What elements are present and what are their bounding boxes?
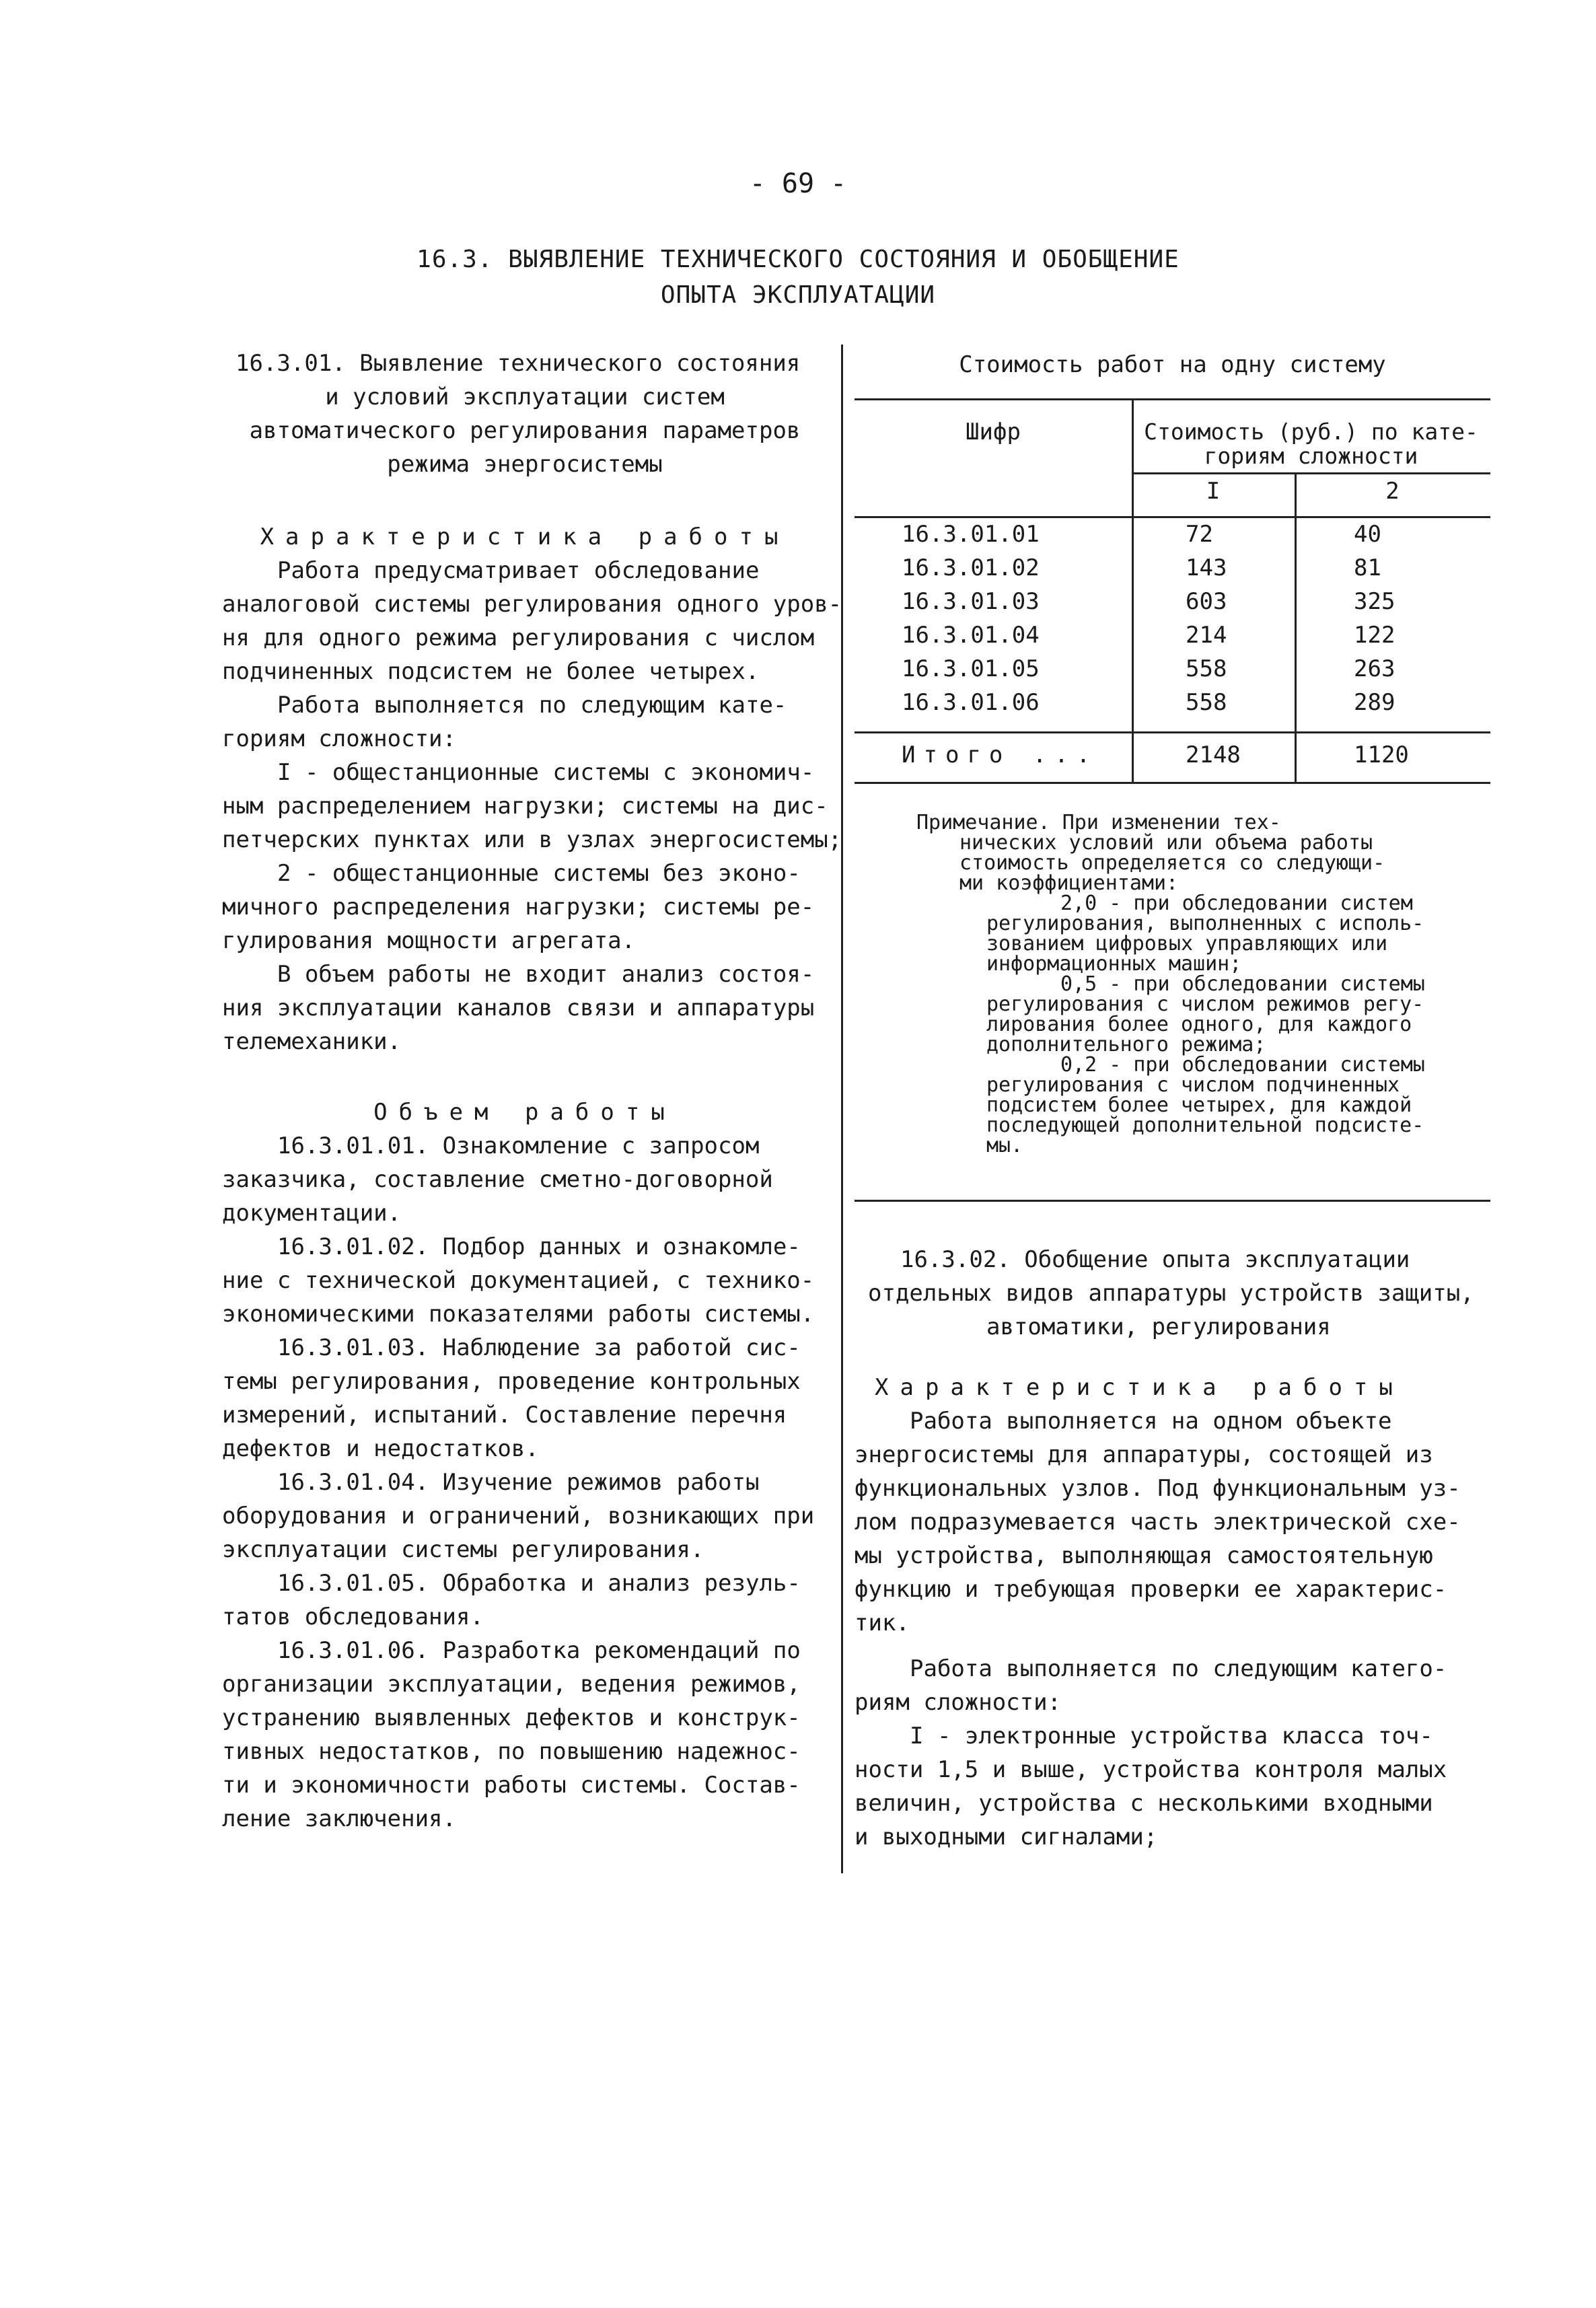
text-line: телемеханики. xyxy=(222,1028,402,1055)
text-line: 16.3.01.02. Подбор данных и ознакомле- xyxy=(277,1233,801,1260)
text-line: тивных недостатков, по повышению надежнос- xyxy=(222,1738,801,1765)
text-line: оборудования и ограничений, возникающих при xyxy=(222,1503,815,1529)
text-line: В объем работы не входит анализ состоя- xyxy=(277,961,815,988)
volume-text xyxy=(222,1129,828,1836)
text-line: величин, устройства с несколькими входными xyxy=(855,1790,1433,1817)
table-cell-cat1: 214 xyxy=(1186,622,1227,649)
right-characteristic-text xyxy=(855,1404,1490,1854)
note-line: 0,2 - при обследовании системы xyxy=(1060,1053,1425,1077)
table-cell-code: 16.3.01.06 xyxy=(902,689,1040,716)
text-line: ти и экономичности работы системы. Состав- xyxy=(222,1772,801,1799)
text-line: эксплуатации системы регулирования. xyxy=(222,1536,704,1563)
section-title-line-1: 16.3. ВЫЯВЛЕНИЕ ТЕХНИЧЕСКОГО СОСТОЯНИЯ И ОБОБЩЕНИЕ xyxy=(416,246,1180,273)
text-line: функциональных узлов. Под функциональным уз- xyxy=(855,1475,1461,1502)
text-line: I - общестанционные системы с экономич- xyxy=(277,759,815,786)
text-line: Работа выполняется на одном объекте xyxy=(910,1408,1392,1435)
heading-line: автоматики, регулирования xyxy=(986,1313,1331,1340)
text-line: 16.3.01.04. Изучение режимов работы xyxy=(277,1469,760,1496)
text-line: документации. xyxy=(222,1200,402,1227)
text-line: аналоговой системы регулирования одного уров- xyxy=(222,591,842,618)
text-line: 16.3.01.01. Ознакомление с запросом xyxy=(277,1132,760,1159)
text-line: мичного распределения нагрузки; системы ре- xyxy=(222,894,815,921)
text-line: I - электронные устройства класса точ- xyxy=(910,1723,1433,1750)
table-rule xyxy=(1295,472,1297,782)
table-cell-cat1: 603 xyxy=(1186,588,1227,615)
text-line: ние с технической документацией, с технико- xyxy=(222,1267,815,1294)
page-number: - 69 - xyxy=(749,168,847,199)
text-line: гулирования мощности агрегата. xyxy=(222,927,636,954)
table-total-cat2: 1120 xyxy=(1354,742,1409,768)
table-note xyxy=(916,811,1490,1157)
table-cell-code: 16.3.01.02 xyxy=(902,554,1040,581)
note-line: нических условий или объема работы xyxy=(959,831,1373,855)
right-column-section xyxy=(855,1243,1490,1854)
table-rule xyxy=(855,782,1490,784)
note-line: 0,5 - при обследовании системы xyxy=(1060,972,1425,996)
text-line: лом подразумевается часть электрической схе- xyxy=(855,1509,1461,1536)
note-rule xyxy=(855,1200,1490,1202)
note-line: лирования более одного, для каждого xyxy=(986,1013,1412,1036)
text-line: ния эксплуатации каналов связи и аппаратуры xyxy=(222,995,815,1021)
left-characteristic-text xyxy=(222,554,842,1058)
text-line: и выходными сигналами; xyxy=(855,1824,1158,1850)
note-line: информационных машин; xyxy=(986,952,1242,976)
table-rule xyxy=(855,516,1490,518)
note-line: дополнительного режима; xyxy=(986,1033,1266,1056)
text-line: устранению выявленных дефектов и конструк- xyxy=(222,1704,801,1731)
text-line: петчерских пунктах или в узлах энергосистемы; xyxy=(222,826,842,853)
text-line: функцию и требующая проверки ее характерис- xyxy=(855,1576,1447,1603)
table-cell-code: 16.3.01.01 xyxy=(902,521,1040,548)
table-cell-cat1: 558 xyxy=(1186,655,1227,682)
text-line: татов обследования. xyxy=(222,1603,484,1630)
volume-title: Объем работы xyxy=(373,1099,676,1126)
table-cell-code: 16.3.01.04 xyxy=(902,622,1040,649)
table-rule xyxy=(855,731,1490,733)
text-line: мы устройства, выполняющая самостоятельную xyxy=(855,1542,1433,1569)
text-line: Работа предусматривает обследование xyxy=(277,557,760,584)
note-line xyxy=(916,813,1490,833)
text-line: Работа выполняется по следующим катего- xyxy=(910,1655,1447,1682)
right-heading xyxy=(855,1243,1490,1344)
note-line: подсистем более четырех, для каждой xyxy=(986,1093,1412,1117)
text-line: 16.3.01.03. Наблюдение за работой сис- xyxy=(277,1334,801,1361)
table-cell-code: 16.3.01.05 xyxy=(902,655,1040,682)
text-line: подчиненных подсистем не более четырех. xyxy=(222,658,760,685)
text-line: Работа выполняется по следующим кате- xyxy=(277,692,787,719)
text-line: ление заключения. xyxy=(222,1805,456,1832)
text-line: тик. xyxy=(855,1610,910,1636)
note-line: стоимость определяется со следующи- xyxy=(959,851,1385,875)
heading-line: автоматического регулирования параметров xyxy=(249,417,801,444)
table-rule xyxy=(855,398,1490,400)
text-line: ности 1,5 и выше, устройства контроля малых xyxy=(855,1756,1447,1783)
table-total-cat1: 2148 xyxy=(1186,742,1241,768)
note-line: ми коэффициентами: xyxy=(959,871,1179,895)
text-line: ным распределением нагрузки; системы на дис- xyxy=(222,793,828,820)
table-total-label: Итого ... xyxy=(902,742,1099,768)
heading-line: 16.3.02. Обобщение опыта эксплуатации xyxy=(900,1246,1410,1273)
note-line: последующей дополнительной подсисте- xyxy=(986,1114,1424,1137)
left-heading xyxy=(222,347,828,481)
text-line: ня для одного режима регулирования с числом xyxy=(222,624,815,651)
table-cell-cat2: 325 xyxy=(1354,588,1395,615)
column-divider xyxy=(841,345,843,1873)
text-line: экономическими показателями работы системы. xyxy=(222,1301,815,1328)
text-line: 16.3.01.06. Разработка рекомендаций по xyxy=(277,1637,801,1664)
left-characteristic-title: Характеристика работы xyxy=(260,524,790,550)
note-line: 2,0 - при обследовании систем xyxy=(1060,892,1413,915)
table-cell-cat2: 122 xyxy=(1354,622,1395,649)
table-cell-cat2: 263 xyxy=(1354,655,1395,682)
text-line: гориям сложности: xyxy=(222,725,456,752)
table-caption: Стоимость работ на одну систему xyxy=(959,351,1386,378)
col-header-cat1: I xyxy=(1206,478,1221,505)
text-line: заказчика, составление сметно-договорной xyxy=(222,1166,773,1193)
col-header-cost: Стоимость (руб.) по кате- xyxy=(1144,419,1478,445)
text-line: темы регулирования, проведение контрольных xyxy=(222,1368,801,1395)
table-cell-cat1: 558 xyxy=(1186,689,1227,716)
col-header-cat2: 2 xyxy=(1385,478,1400,505)
col-header-code: Шифр xyxy=(966,419,1021,445)
table-rule xyxy=(1132,472,1490,474)
text-line: дефектов и недостатков. xyxy=(222,1435,539,1462)
table-cell-cat2: 40 xyxy=(1354,521,1381,548)
table-cell-cat1: 72 xyxy=(1186,521,1213,548)
heading-line: режима энергосистемы xyxy=(387,451,663,478)
text-line: 2 - общестанционные системы без эконо- xyxy=(277,860,801,887)
note-line: регулирования с числом подчиненных xyxy=(986,1073,1400,1097)
table-cell-cat1: 143 xyxy=(1186,554,1227,581)
heading-line: и условий эксплуатации систем xyxy=(325,384,725,410)
text-line: риям сложности: xyxy=(855,1689,1062,1716)
text-line: измерений, испытаний. Составление перечня xyxy=(222,1402,787,1429)
heading-line: 16.3.01. Выявление технического состояния xyxy=(235,350,801,377)
note-line: регулирования с числом режимов регу- xyxy=(986,993,1424,1016)
table-cell-cat2: 289 xyxy=(1354,689,1395,716)
table-cell-code: 16.3.01.03 xyxy=(902,588,1040,615)
table-cell-cat2: 81 xyxy=(1354,554,1381,581)
text-line: организации эксплуатации, ведения режимов, xyxy=(222,1671,801,1698)
note-line: регулирования, выполненных с исполь- xyxy=(986,912,1424,935)
note-line: мы. xyxy=(986,1134,1023,1157)
heading-line: отдельных видов аппаратуры устройств защиты, xyxy=(868,1280,1474,1307)
text-line: энергосистемы для аппаратуры, состоящей из xyxy=(855,1441,1433,1468)
right-characteristic-title: Характеристика работы xyxy=(875,1374,1404,1401)
section-title-line-2: ОПЫТА ЭКСПЛУАТАЦИИ xyxy=(660,281,936,309)
note-line: зованием цифровых управляющих или xyxy=(986,932,1388,955)
note-label: Примечание. При изменении тех- xyxy=(916,811,1281,834)
col-header-cost: гориям сложности xyxy=(1204,443,1418,469)
left-column xyxy=(222,347,842,1836)
text-line: 16.3.01.05. Обработка и анализ резуль- xyxy=(277,1570,801,1597)
